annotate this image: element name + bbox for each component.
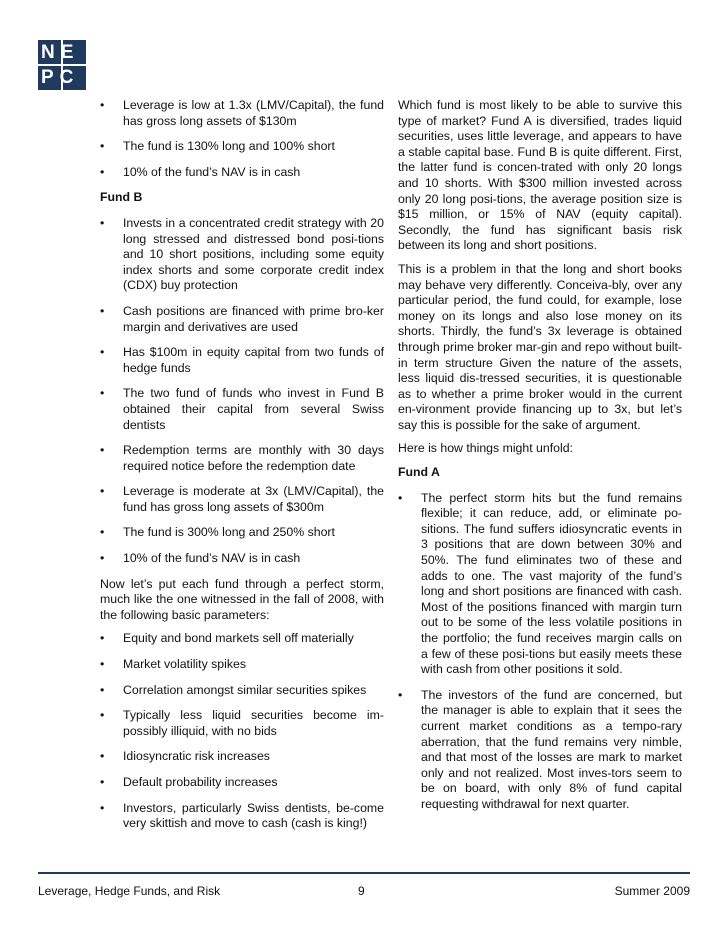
- page-number: 9: [358, 884, 365, 898]
- footer-divider: [38, 872, 690, 874]
- list-item: • The perfect storm hits but the fund remains flexible; it can reduce, add, or eliminate po-sitions. The fund suffers idiosyncratic events in 3 positions that are down between 30% and 50%. The fund eliminates two of these and adds to one. The vast majority of the fund’s long and short positions are financed with cash. Most of the positions financed with margin turn out to be some of the less volatile positions in the portfolio; the fund receives margin calls on a few of these posi-tions but easily meets these with cash from other positions it sold.: [398, 490, 682, 677]
- list-item: • Leverage is moderate at 3x (LMV/Capital), the fund has gross long assets of $300m: [100, 484, 384, 514]
- list-item: • Investors, particularly Swiss dentists, be-come very skittish and move to cash (cash is king!): [100, 800, 384, 831]
- list-item: • The two fund of funds who invest in Fund B obtained their capital from several Swiss dentists: [100, 386, 384, 432]
- list-item: • The investors of the fund are concerned, but the manager is able to explain that it sees the current market conditions as a tempo-rary aberration, that the fund remains very nimble, and that most of the losses are mark to market only and not realized. Most inves-tors seem to be on board, with only 8% of fund capital requesting withdrawal for next quarter.: [398, 687, 682, 811]
- storm-paragraph: Now let’s put each fund through a perfect storm, much like the one witnessed in the fall of 2008, with the following basic parameters:: [100, 576, 384, 622]
- list-item: • Typically less liquid securities become im-possibly illiquid, with no bids: [100, 708, 384, 738]
- list-item: • Market volatility spikes: [100, 657, 247, 672]
- paragraph: This is a problem in that the long and short books may behave very differently. Conceiva-bly, over any particular period, the fund could, for example, lose money on its longs and also lose money on its shorts. Thirdly, the fund’s 3x leverage is obtained through prime broker mar-gin and repo without built-in term structure Given the nature of the assets, less liquid dis-tressed securities, it is questionable as to whether a prime broker would in the current en-vironment provide financing up to 3x, but let’s say this is possible for the sake of argument.: [398, 261, 682, 432]
- logo-text-bottom: PC: [41, 67, 80, 88]
- left-column: [100, 98, 384, 842]
- list-item: • Default probability increases: [100, 775, 278, 789]
- paragraph: Which fund is most likely to be able to survive this type of market? Fund A is diversified, trades liquid securities, uses little leverage, and appears to have a stable capital base. Fund B is quite different. First, the latter fund is concen-trated with only 20 longs and 10 shorts. With $300 million invested across only 20 long posi-tions, the average position size is $15 million, or 15% of NAV (equity capital). Secondly, the fund has significant basis risk between its long and short positions.: [398, 98, 682, 253]
- fund-b-heading: Fund B: [100, 190, 143, 205]
- paragraph: Here is how things might unfold:: [398, 441, 573, 456]
- nepc-logo: [38, 40, 86, 90]
- list-item: • Idiosyncratic risk increases: [100, 749, 270, 764]
- right-column: [398, 98, 682, 823]
- list-item: • Equity and bond markets sell off materially: [100, 631, 354, 646]
- list-item: • Invests in a concentrated credit strategy with 20 long stressed and distressed bond posi-tions and 10 short positions, including some equity index shorts and some corporate credit index (CDX) buy protection: [100, 215, 384, 293]
- list-item: • The fund is 300% long and 250% short: [100, 525, 335, 540]
- list-item: • Correlation amongst similar securities spikes: [100, 682, 367, 697]
- list-item: • The fund is 130% long and 100% short: [100, 139, 335, 154]
- logo-text-top: NE: [41, 42, 80, 63]
- list-item: • Has $100m in equity capital from two funds of hedge funds: [100, 345, 384, 375]
- footer-title: Leverage, Hedge Funds, and Risk: [38, 884, 221, 898]
- list-item: • Leverage is low at 1.3x (LMV/Capital), the fund has gross long assets of $130m: [100, 98, 384, 128]
- list-item: • Redemption terms are monthly with 30 days required notice before the redemption date: [100, 443, 384, 473]
- fund-a-heading: Fund A: [398, 465, 440, 480]
- footer-date: Summer 2009: [614, 884, 690, 898]
- list-item: • Cash positions are financed with prime bro-ker margin and derivatives are used: [100, 303, 384, 334]
- list-item: • 10% of the fund’s NAV is in cash: [100, 164, 301, 179]
- list-item: • 10% of the fund’s NAV is in cash: [100, 551, 301, 566]
